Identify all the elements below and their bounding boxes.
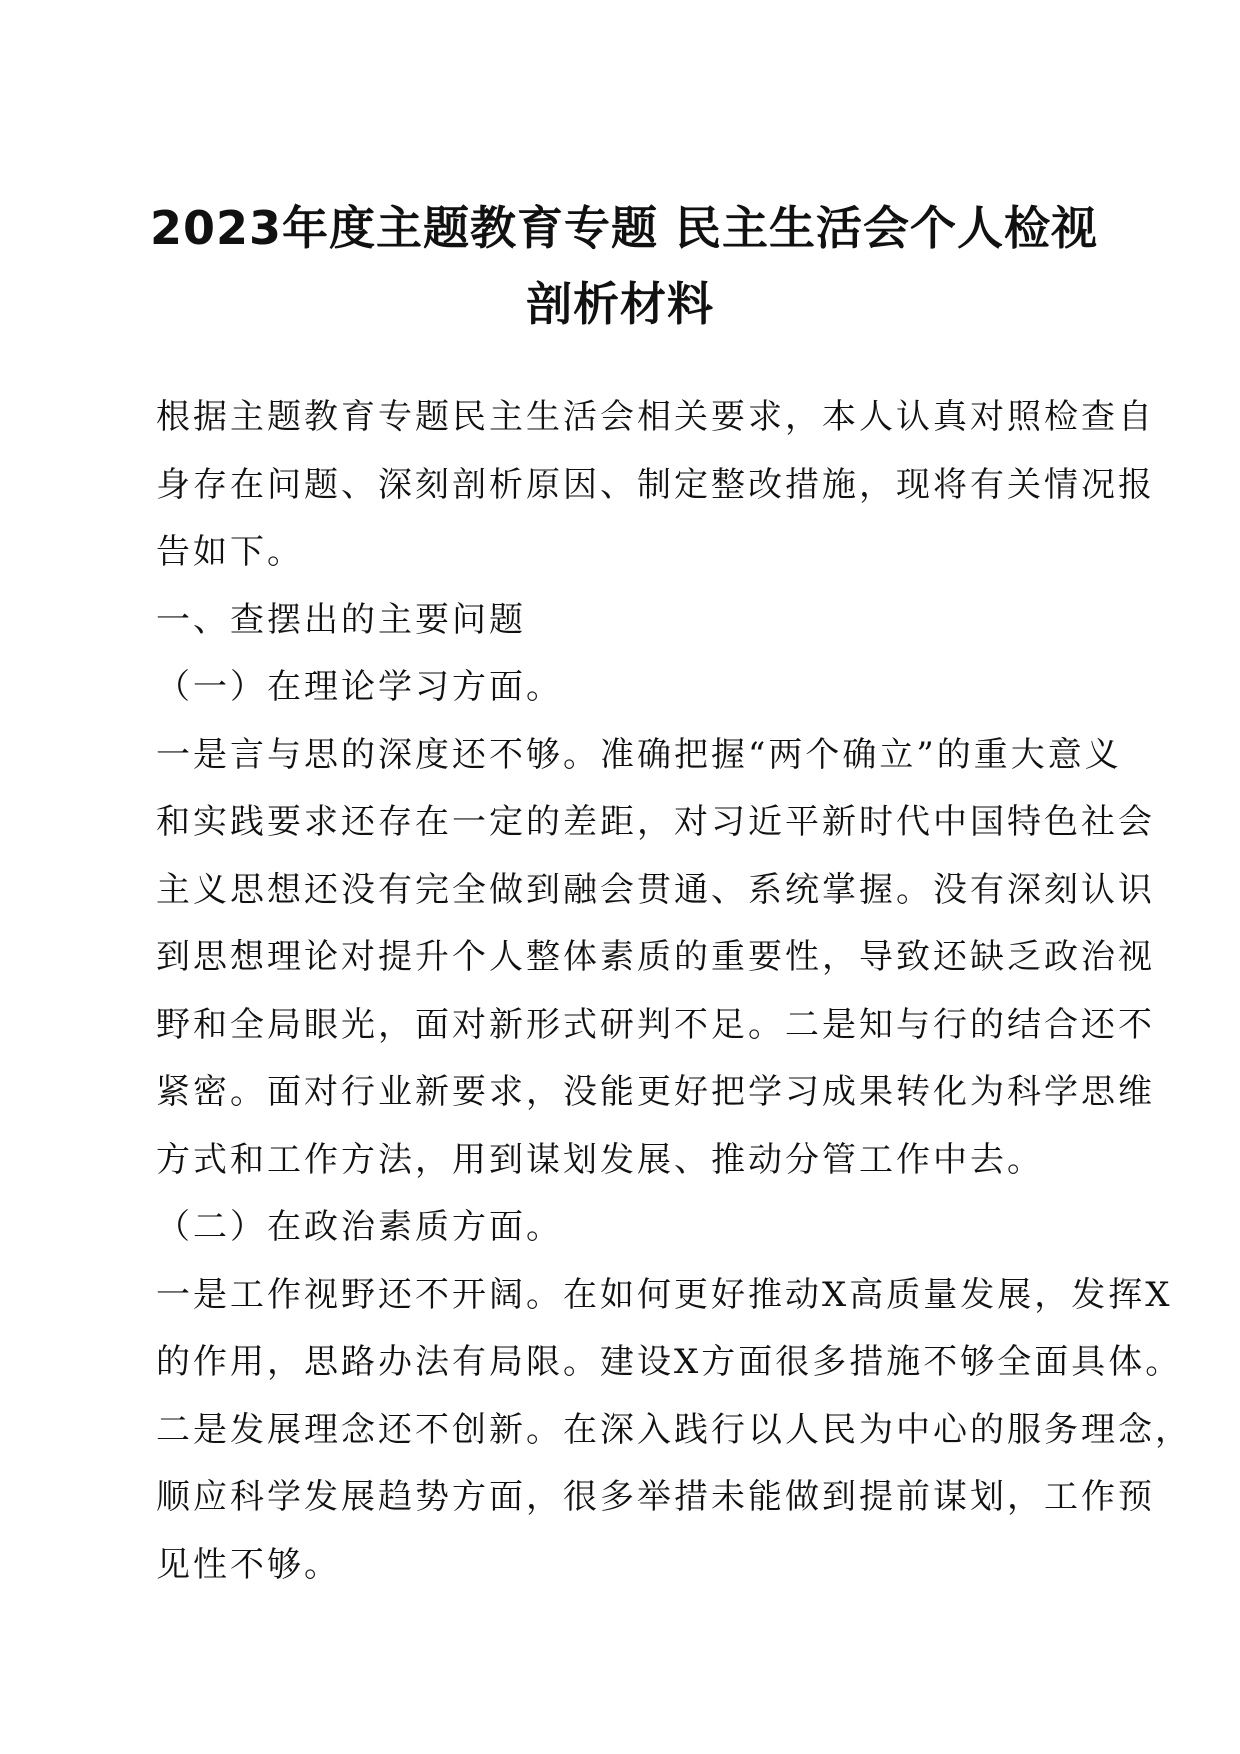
title-line-2: 剖析材料 <box>526 277 714 331</box>
body-line: 见性不够。 <box>156 1544 341 1585</box>
section-heading: 一、查摆出的主要问题 <box>156 599 526 640</box>
body-line: 野和全局眼光，面对新形式研判不足。二是知与行的结合还不 <box>156 1004 1155 1045</box>
title-line-1: 2023年度主题教育专题 民主生活会个人检视 <box>150 201 1099 255</box>
body-line: 根据主题教育专题民主生活会相关要求，本人认真对照检查自 <box>156 397 1155 437</box>
body-line: 和实践要求还存在一定的差距，对习近平新时代中国特色社会 <box>156 802 1155 842</box>
body-line: 紧密。面对行业新要求，没能更好把学习成果转化为科学思维 <box>156 1072 1155 1112</box>
body-line: 的作用，思路办法有局限。建设X方面很多措施不够全面具体。 <box>156 1342 1183 1382</box>
body-line: 二是发展理念还不创新。在深入践行以人民为中心的服务理念， <box>156 1409 1192 1450</box>
subsection-heading: （二）在政治素质方面。 <box>156 1207 563 1247</box>
body-line: 主义思想还没有完全做到融会贯通、系统掌握。没有深刻认识 <box>156 869 1155 910</box>
subsection-heading: （一）在理论学习方面。 <box>156 667 563 707</box>
body-line: 一是工作视野还不开阔。在如何更好推动X高质量发展，发挥X <box>156 1274 1173 1315</box>
body-line: 告如下。 <box>156 532 304 572</box>
body-line: 一是言与思的深度还不够。准确把握“两个确立”的重大意义 <box>156 734 1122 775</box>
document-title <box>150 190 1099 342</box>
body-line: 身存在问题、深刻剖析原因、制定整改措施，现将有关情况报 <box>156 464 1155 505</box>
body-line: 顺应科学发展趋势方面，很多举措未能做到提前谋划，工作预 <box>156 1477 1155 1517</box>
body-line: 方式和工作方法，用到谋划发展、推动分管工作中去。 <box>156 1139 1044 1180</box>
body-line: 到思想理论对提升个人整体素质的重要性，导致还缺乏政治视 <box>156 937 1155 977</box>
document-body <box>156 384 1192 1599</box>
